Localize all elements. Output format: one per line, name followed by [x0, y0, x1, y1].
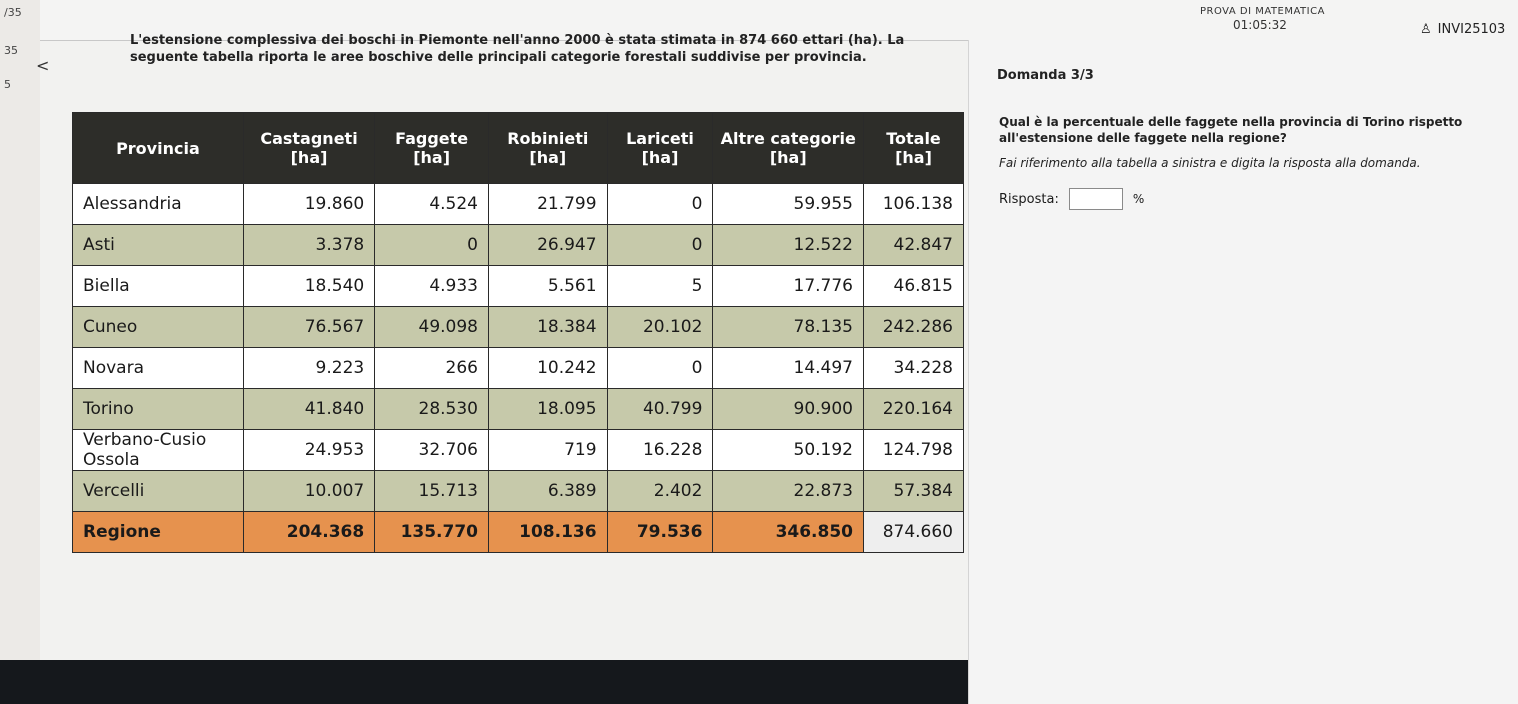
- intro-line-1: L'estensione complessiva dei boschi in Piemonte nell'anno 2000 è stata stimata in 874 660 ettari (ha). La: [130, 33, 905, 48]
- value-cell: 21.799: [489, 184, 608, 225]
- intro-line-2: seguente tabella riporta le aree boschive delle principali categorie forestali suddivise per provincia.: [130, 50, 867, 65]
- value-cell: 32.706: [375, 430, 489, 471]
- value-cell: 124.798: [864, 430, 964, 471]
- province-cell: Alessandria: [73, 184, 244, 225]
- value-cell: 26.947: [489, 225, 608, 266]
- bottom-strip: [0, 660, 968, 704]
- value-cell: 59.955: [713, 184, 864, 225]
- column-header: Faggete [ha]: [375, 113, 489, 184]
- value-cell: 0: [607, 348, 713, 389]
- user-info: [1420, 22, 1505, 37]
- table-row: [73, 225, 964, 266]
- value-cell: 4.933: [375, 266, 489, 307]
- value-cell: 242.286: [864, 307, 964, 348]
- province-cell: Asti: [73, 225, 244, 266]
- value-cell: 12.522: [713, 225, 864, 266]
- value-cell: 10.007: [243, 471, 374, 512]
- value-cell: 15.713: [375, 471, 489, 512]
- value-cell: 5.561: [489, 266, 608, 307]
- value-cell: 18.384: [489, 307, 608, 348]
- user-id: INVI25103: [1437, 22, 1506, 37]
- left-rail: [0, 0, 40, 704]
- answer-input[interactable]: [1069, 188, 1123, 210]
- province-cell: Verbano-Cusio Ossola: [73, 430, 244, 471]
- table-row: [73, 430, 964, 471]
- value-cell: 719: [489, 430, 608, 471]
- rail-label-3: 5: [4, 78, 11, 91]
- table-header-row: [73, 113, 964, 184]
- value-cell: 10.242: [489, 348, 608, 389]
- value-cell: 57.384: [864, 471, 964, 512]
- value-cell: 50.192: [713, 430, 864, 471]
- value-cell: 3.378: [243, 225, 374, 266]
- total-cell: 108.136: [489, 512, 608, 553]
- value-cell: 22.873: [713, 471, 864, 512]
- value-cell: 78.135: [713, 307, 864, 348]
- total-cell: 874.660: [864, 512, 964, 553]
- value-cell: 0: [607, 184, 713, 225]
- table-row: [73, 266, 964, 307]
- answer-row: [999, 188, 1144, 210]
- table-row: [73, 389, 964, 430]
- question-text: Qual è la percentuale delle faggete nella provincia di Torino rispetto all'estensione delle faggete nella regione?: [999, 115, 1463, 145]
- value-cell: 16.228: [607, 430, 713, 471]
- percent-unit: %: [1132, 192, 1145, 206]
- table-row: [73, 348, 964, 389]
- value-cell: 40.799: [607, 389, 713, 430]
- column-header: Totale [ha]: [864, 113, 964, 184]
- value-cell: 18.540: [243, 266, 374, 307]
- rail-label-2: 35: [4, 44, 18, 57]
- total-cell: 204.368: [243, 512, 374, 553]
- value-cell: 6.389: [489, 471, 608, 512]
- province-cell: Cuneo: [73, 307, 244, 348]
- value-cell: 4.524: [375, 184, 489, 225]
- column-header: Provincia: [73, 113, 244, 184]
- column-header: Lariceti [ha]: [607, 113, 713, 184]
- total-cell: 79.536: [607, 512, 713, 553]
- question-title: Domanda 3/3: [997, 68, 1094, 83]
- value-cell: 28.530: [375, 389, 489, 430]
- table-body: [73, 184, 964, 553]
- back-button[interactable]: <: [36, 56, 50, 75]
- value-cell: 0: [375, 225, 489, 266]
- value-cell: 0: [607, 225, 713, 266]
- value-cell: 41.840: [243, 389, 374, 430]
- value-cell: 49.098: [375, 307, 489, 348]
- value-cell: 90.900: [713, 389, 864, 430]
- value-cell: 2.402: [607, 471, 713, 512]
- province-cell: Vercelli: [73, 471, 244, 512]
- value-cell: 34.228: [864, 348, 964, 389]
- column-header: Castagneti [ha]: [243, 113, 374, 184]
- user-icon: ♙: [1420, 22, 1432, 37]
- question-instruction: Fai riferimento alla tabella a sinistra e digita la risposta alla domanda.: [999, 156, 1421, 170]
- rail-label-1: /35: [4, 6, 22, 19]
- region-cell: Regione: [73, 512, 244, 553]
- province-cell: Torino: [73, 389, 244, 430]
- value-cell: 266: [375, 348, 489, 389]
- column-header: Robinieti [ha]: [489, 113, 608, 184]
- intro-text: [130, 32, 970, 66]
- table-row: [73, 307, 964, 348]
- value-cell: 14.497: [713, 348, 864, 389]
- province-cell: Novara: [73, 348, 244, 389]
- value-cell: 42.847: [864, 225, 964, 266]
- total-cell: 135.770: [375, 512, 489, 553]
- answer-label: Risposta:: [999, 191, 1059, 207]
- question-panel: [968, 40, 1518, 704]
- timer: 01:05:32: [1233, 18, 1287, 32]
- value-cell: 220.164: [864, 389, 964, 430]
- value-cell: 106.138: [864, 184, 964, 225]
- table-row: [73, 184, 964, 225]
- value-cell: 5: [607, 266, 713, 307]
- value-cell: 19.860: [243, 184, 374, 225]
- province-cell: Biella: [73, 266, 244, 307]
- test-title: PROVA DI MATEMATICA: [1200, 6, 1325, 17]
- value-cell: 20.102: [607, 307, 713, 348]
- table-row: [73, 471, 964, 512]
- data-table: [72, 112, 964, 553]
- value-cell: 17.776: [713, 266, 864, 307]
- value-cell: 9.223: [243, 348, 374, 389]
- value-cell: 18.095: [489, 389, 608, 430]
- value-cell: 24.953: [243, 430, 374, 471]
- value-cell: 46.815: [864, 266, 964, 307]
- column-header: Altre categorie [ha]: [713, 113, 864, 184]
- value-cell: 76.567: [243, 307, 374, 348]
- total-cell: 346.850: [713, 512, 864, 553]
- total-row: [73, 512, 964, 553]
- forest-table: [72, 112, 964, 553]
